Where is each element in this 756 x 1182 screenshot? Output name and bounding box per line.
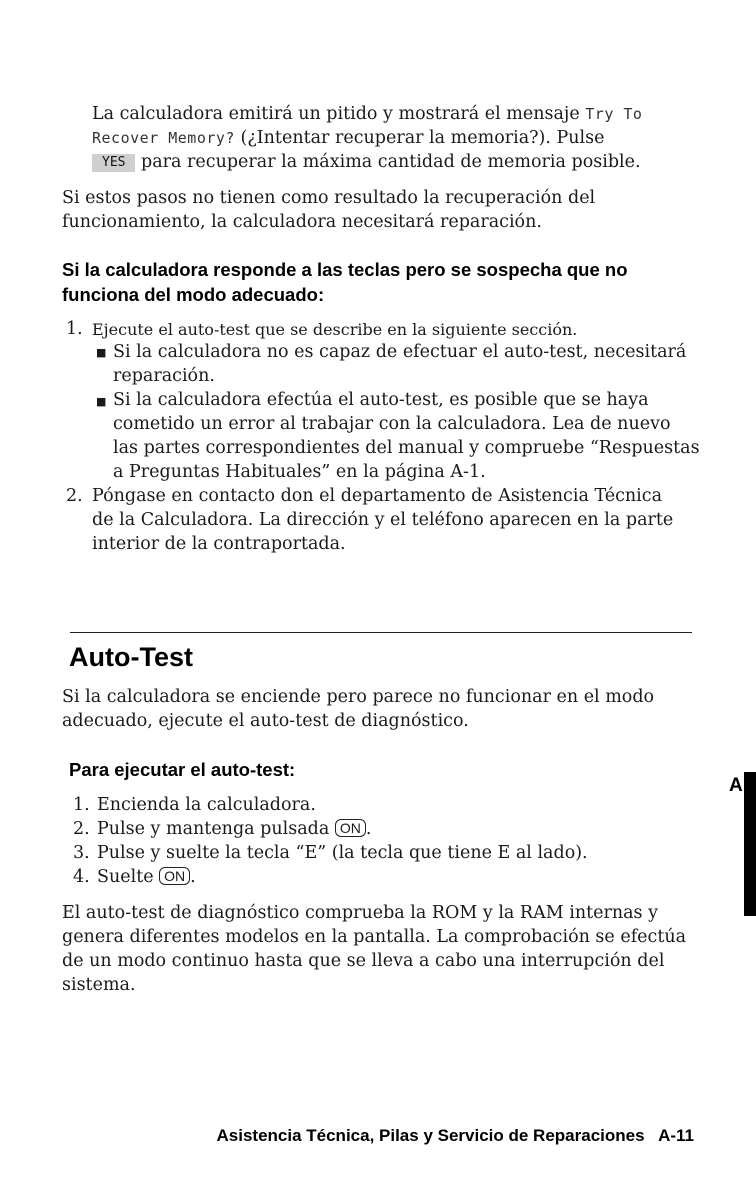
intro-line-2 <box>92 127 604 151</box>
autotest-desc-line-4: sistema. <box>62 975 136 995</box>
step-number: 3. <box>73 843 90 863</box>
autotest-intro-line-1: Si la calculadora se enciende pero parece no funcionar en el modo <box>62 687 655 707</box>
list-number: 1. <box>66 319 83 339</box>
section-divider <box>70 632 692 633</box>
intro-text: (¿Intentar recuperar la memoria?). Pulse <box>234 128 605 148</box>
list-item-2-line-3: interior de la contraportada. <box>92 534 346 554</box>
step-number: 2. <box>73 819 90 839</box>
bullet-2-line-1: Si la calculadora efectúa el auto-test, es posible que se haya <box>113 390 649 410</box>
bullet-2-line-3: las partes correspondientes del manual y compruebe “Respuestas <box>113 438 700 458</box>
autotest-intro-line-2: adecuado, ejecute el auto-test de diagnóstico. <box>62 711 469 731</box>
autotest-desc-line-1: El auto-test de diagnóstico comprueba la ROM y la RAM internas y <box>62 903 658 923</box>
bullet-1-line-2: reparación. <box>113 366 215 386</box>
step-number: 4. <box>73 867 90 887</box>
intro-text: La calculadora emitirá un pitido y mostrará el mensaje <box>92 104 586 124</box>
intro-text: para recuperar la máxima cantidad de memoria posible. <box>135 152 641 172</box>
yes-softkey: YES <box>92 154 135 172</box>
autotest-desc-line-3: de un modo continuo hasta que se lleva a cabo una interrupción del <box>62 951 665 971</box>
step-2-text: Pulse y mantenga pulsada <box>97 819 335 839</box>
page-footer: Asistencia Técnica, Pilas y Servicio de Reparaciones A-11 <box>216 1126 694 1145</box>
autotest-subheading: Para ejecutar el auto-test: <box>69 759 296 780</box>
list-number: 2. <box>66 486 83 506</box>
intro-line-3 <box>92 151 641 175</box>
step-2: Pulse y mantenga pulsada ON . <box>97 819 372 839</box>
section-title: Auto-Test <box>69 642 193 672</box>
bullet-2-line-2: cometido un error al trabajar con la calculadora. Lea de nuevo <box>113 414 671 434</box>
list-item-1: Ejecute el auto-test que se describe en la siguiente sección. <box>92 320 578 339</box>
on-key-icon: ON <box>159 867 190 885</box>
no-recovery-line-2: funcionamiento, la calculadora necesitará reparación. <box>62 212 542 232</box>
appendix-tab-bar <box>744 772 756 916</box>
intro-line-1 <box>92 103 642 127</box>
list-item-2-line-2: de la Calculadora. La dirección y el teléfono aparecen en la parte <box>92 510 674 530</box>
bullet-1-line-1: Si la calculadora no es capaz de efectuar el auto-test, necesitará <box>113 342 687 362</box>
step-number: 1. <box>73 795 90 815</box>
bullet-2-line-4: a Preguntas Habituales” en la página A-1. <box>113 462 486 482</box>
step-3: Pulse y suelte la tecla “E” (la tecla que tiene E al lado). <box>97 843 588 863</box>
on-key-icon: ON <box>335 819 366 837</box>
autotest-desc-line-2: genera diferentes modelos en la pantalla. La comprobación se efectúa <box>62 927 687 947</box>
lcd-message-part-1: Try To <box>585 105 643 123</box>
step-1: Encienda la calculadora. <box>97 795 316 815</box>
keys-heading-line-2: funciona del modo adecuado: <box>62 284 325 305</box>
step-4: Suelte ON . <box>97 867 196 887</box>
step-4-text: Suelte <box>97 867 160 887</box>
lcd-message-part-2: Recover Memory? <box>92 129 235 147</box>
bullet-icon: ■ <box>96 346 107 359</box>
keys-heading-line-1: Si la calculadora responde a las teclas pero se sospecha que no <box>62 259 628 280</box>
list-item-2-line-1: Póngase en contacto don el departamento de Asistencia Técnica <box>92 486 663 506</box>
no-recovery-line-1: Si estos pasos no tienen como resultado la recuperación del <box>62 188 596 208</box>
bullet-icon: ■ <box>96 395 107 408</box>
appendix-tab-letter: A <box>729 775 743 796</box>
